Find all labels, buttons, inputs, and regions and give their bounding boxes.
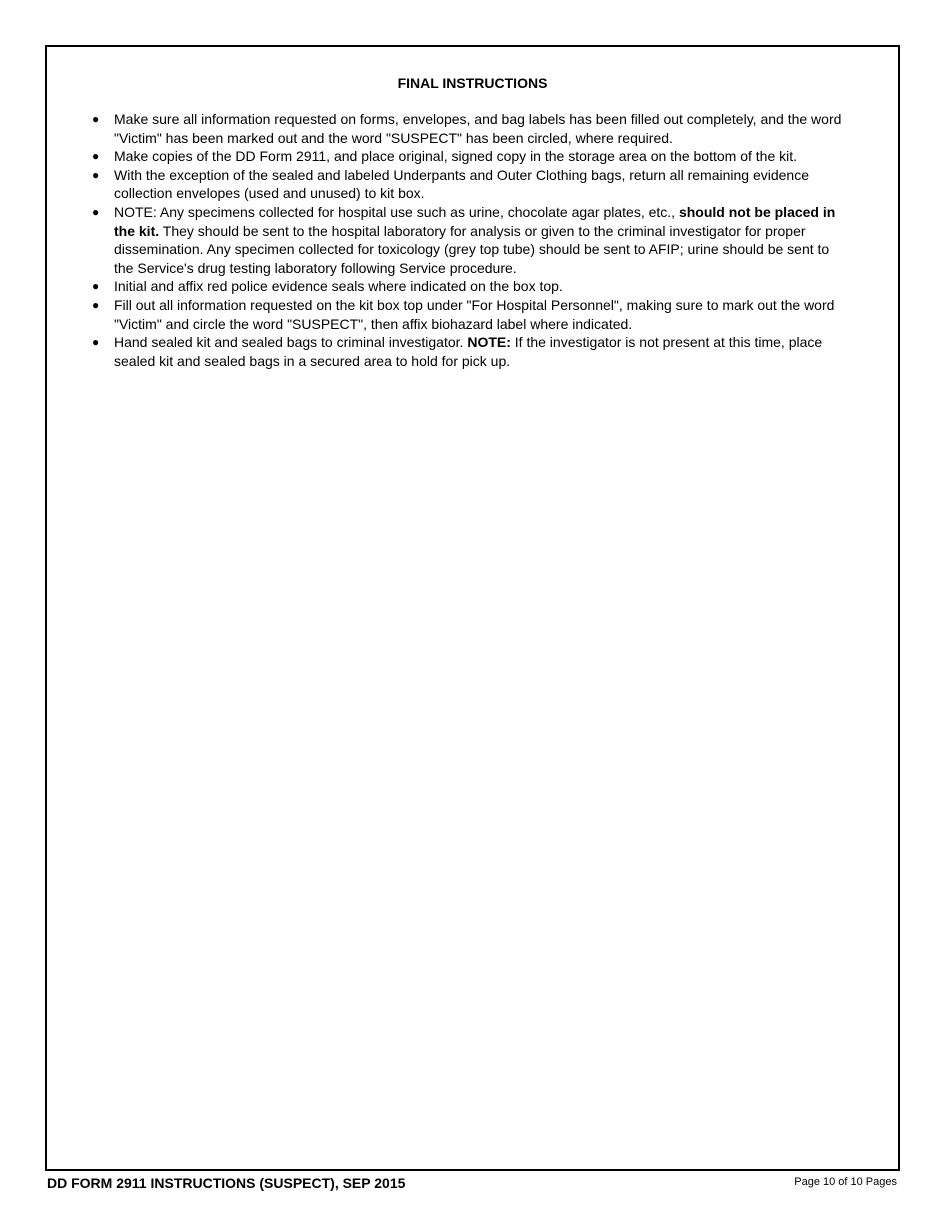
- page-number: Page 10 of 10 Pages: [794, 1176, 897, 1188]
- list-item: [47, 296, 900, 333]
- instruction-text: Make sure all information requested on forms, envelopes, and bag labels has been filled out completely, and the word "Victim" has been marked out and the word "SUSPECT" has been circled, where required.: [114, 111, 842, 146]
- bullet-icon: ●: [92, 167, 100, 182]
- bullet-icon: ●: [92, 149, 100, 164]
- list-item: [47, 277, 900, 296]
- instruction-text: Make copies of the DD Form 2911, and place original, signed copy in the storage area on the bottom of the kit.: [114, 148, 798, 165]
- form-identifier: DD FORM 2911 INSTRUCTIONS (SUSPECT), SEP 2015: [47, 1175, 406, 1191]
- instruction-text: Hand sealed kit and sealed bags to criminal investigator.: [114, 334, 468, 351]
- instruction-emphasis: should not be placed in the kit.: [114, 203, 836, 239]
- bullet-icon: ●: [92, 297, 100, 312]
- bullet-icon: ●: [92, 112, 100, 126]
- instruction-text: NOTE: Any specimens collected for hospital use such as urine, chocolate agar plates, etc.,: [114, 203, 679, 220]
- instruction-emphasis: NOTE:: [467, 334, 511, 351]
- instruction-text: If the investigator is not present at this time, place sealed kit and sealed bags in a secured area to hold for pick up.: [114, 334, 823, 369]
- list-item: [47, 166, 900, 203]
- instruction-text: Fill out all information requested on the kit box top under "For Hospital Personnel", making sure to mark out the word "Victim" and circle the word "SUSPECT", then affix biohazard label where indicated.: [114, 296, 835, 332]
- page-title: FINAL INSTRUCTIONS: [397, 75, 548, 91]
- instruction-text: With the exception of the sealed and labeled Underpants and Outer Clothing bags, return all remaining evidence collection envelopes (used and unused) to kit box.: [114, 166, 809, 202]
- instruction-text: Initial and affix red police evidence seals where indicated on the box top.: [114, 278, 563, 295]
- instruction-list: [47, 110, 900, 370]
- list-item: [47, 110, 900, 147]
- list-item: [47, 147, 900, 166]
- list-item: [47, 333, 900, 370]
- form-border: [45, 45, 900, 1171]
- bullet-icon: ●: [92, 335, 100, 350]
- list-item: [47, 203, 900, 277]
- bullet-icon: ●: [92, 279, 100, 294]
- bullet-icon: ●: [92, 204, 100, 219]
- instruction-text: They should be sent to the hospital laboratory for analysis or given to the criminal investigator for proper dissemination. Any specimen collected for toxicology (grey top tube) should be sent to AFIP; urine should be sent to the Service's drug testing laboratory following Service procedure.: [114, 222, 830, 276]
